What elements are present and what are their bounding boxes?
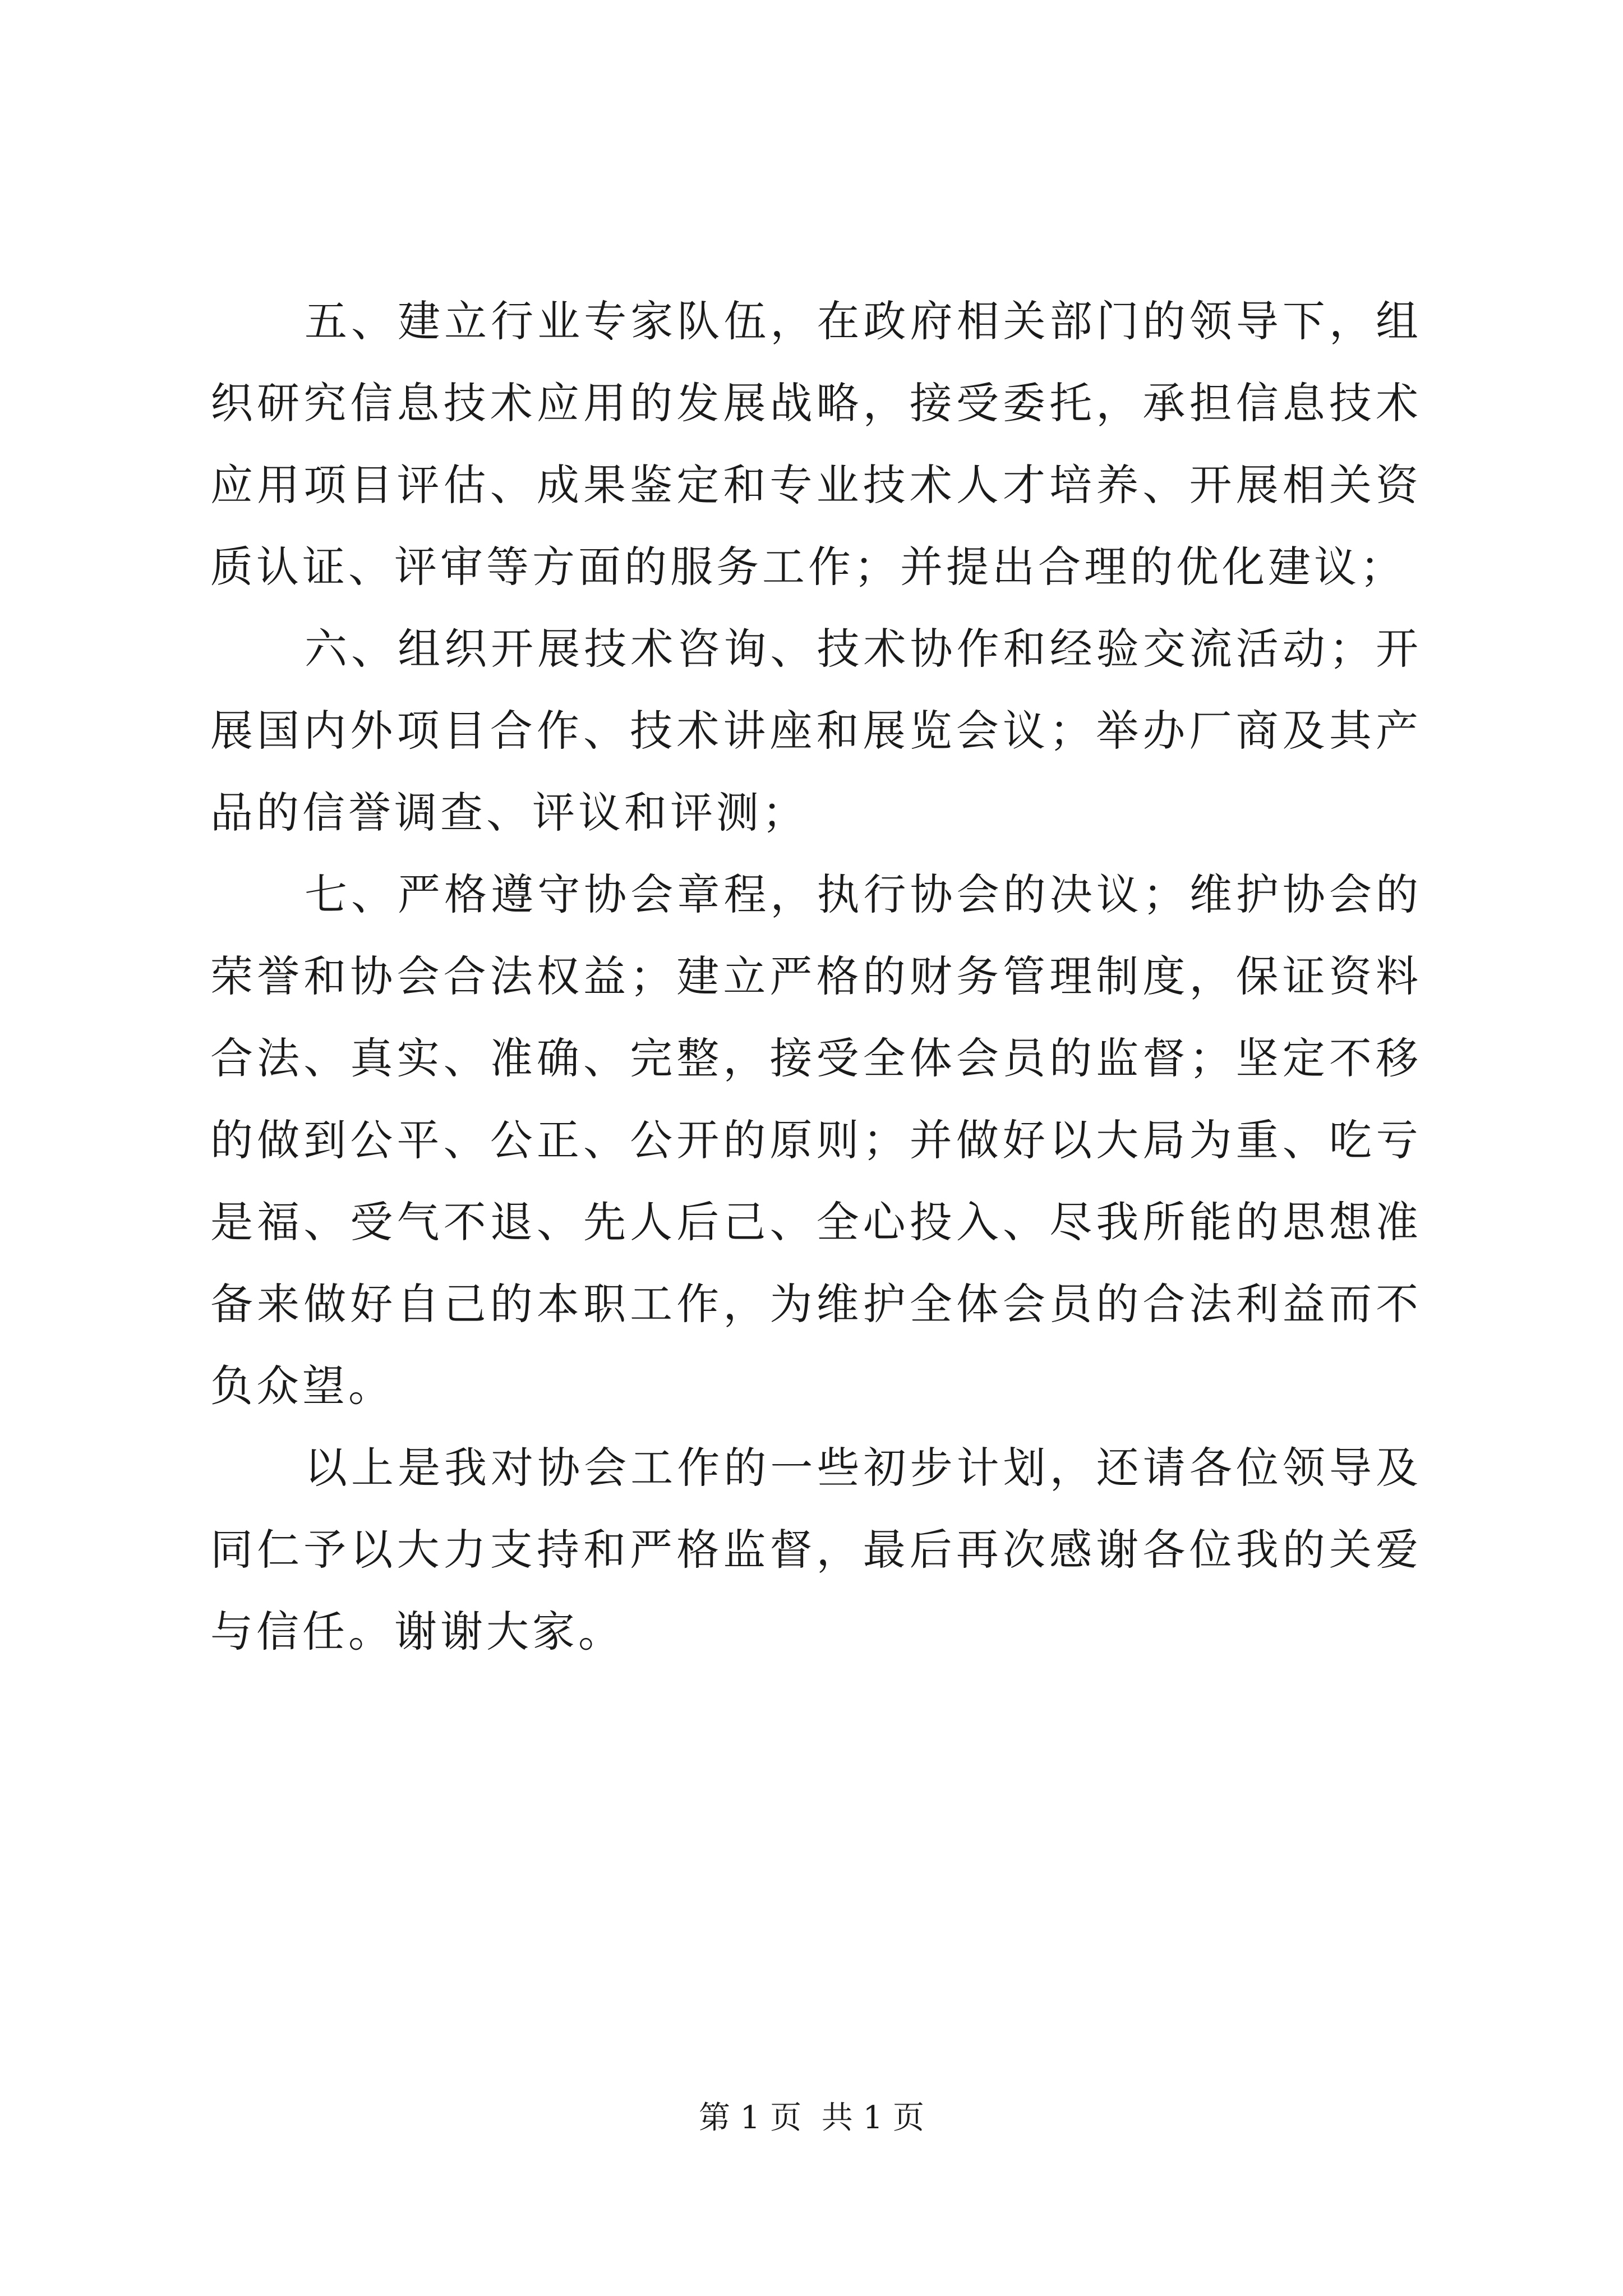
closing-paragraph: 以上是我对协会工作的一些初步计划，还请各位领导及同仁予以大力支持和严格监督，最后再次感谢各位我的关爱与信任。谢谢大家。 <box>210 1443 1422 1657</box>
paragraph-item-6: 六、组织开展技术咨询、技术协作和经验交流活动；开展国内外项目合作、技术讲座和展览会议；举办厂商及其产品的信誉调查、评议和评测； <box>210 624 1422 838</box>
page-number-footer: 第 1 页 共 1 页 <box>698 2100 925 2136</box>
document-body <box>210 280 1422 1673</box>
paragraph-item-7: 七、严格遵守协会章程，执行协会的决议；维护协会的荣誉和协会合法权益；建立严格的财务管理制度，保证资料合法、真实、准确、完整，接受全体会员的监督；坚定不移的做到公平、公正、公开的原则；并做好以大局为重、吃亏是福、受气不退、先人后己、全心投入、尽我所能的思想准备来做好自己的本职工作，为维护全体会员的合法利益而不负众望。 <box>210 869 1422 1411</box>
paragraph-item-5: 五、建立行业专家队伍，在政府相关部门的领导下，组织研究信息技术应用的发展战略，接受委托，承担信息技术应用项目评估、成果鉴定和专业技术人才培养、开展相关资质认证、评审等方面的服务工作；并提出合理的优化建议； <box>210 296 1422 592</box>
